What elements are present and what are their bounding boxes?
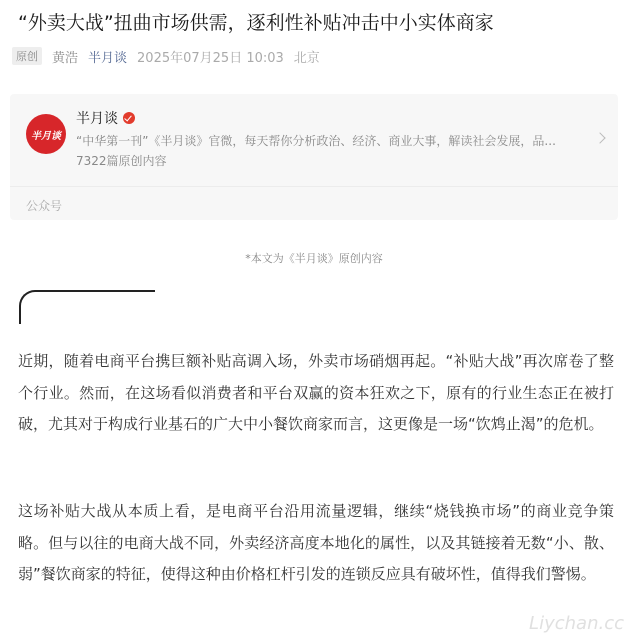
original-badge: 原创	[12, 47, 42, 65]
profile-name-text: 半月谈	[76, 111, 118, 127]
card-footer-label: 公众号	[26, 199, 63, 213]
author-name: 黄浩	[52, 50, 79, 66]
article-title: “外卖大战”扭曲市场供需，逐利性补贴冲击中小实体商家	[18, 12, 494, 34]
avatar-logo-text: 半月谈	[31, 130, 61, 142]
profile-name	[76, 108, 135, 128]
decorative-corner-bracket	[19, 290, 155, 324]
watermark: Liychan.cc	[529, 613, 624, 634]
verified-icon	[123, 112, 135, 124]
publish-location: 北京	[293, 50, 320, 66]
article-meta	[12, 46, 320, 66]
profile-card[interactable]	[10, 94, 618, 220]
card-divider	[10, 186, 618, 187]
original-note: *本文为《半月谈》原创内容	[245, 252, 383, 265]
publish-time: 2025年07月25日 10:03	[137, 50, 284, 66]
paragraph-1: 近期，随着电商平台携巨额补贴高调入场，外卖市场硝烟再起。“补贴大战”再次席卷了整个行业。然而，在这场看似消费者和平台双赢的资本狂欢之下，原有的行业生态正在被打破，尤其对于构成行业基石的广大中小餐饮商家而言，这更像是一场“饮鸩止渴”的危机。	[18, 352, 614, 433]
account-link[interactable]: 半月谈	[88, 50, 128, 66]
profile-description: “中华第一刊”《半月谈》官微，每天帮你分析政治、经济、商业大事，解读社会发展，品...	[76, 134, 556, 148]
chevron-right-icon[interactable]	[594, 132, 605, 143]
avatar[interactable]	[26, 114, 66, 154]
profile-article-count: 7322篇原创内容	[76, 154, 167, 168]
paragraph-2: 这场补贴大战从本质上看，是电商平台沿用流量逻辑，继续“烧钱换市场”的商业竞争策略。但与以往的电商大战不同，外卖经济高度本地化的属性，以及其链接着无数“小、散、弱”餐饮商家的特征，使得这种由价格杠杆引发的连锁反应具有破坏性，值得我们警惕。	[18, 502, 614, 583]
